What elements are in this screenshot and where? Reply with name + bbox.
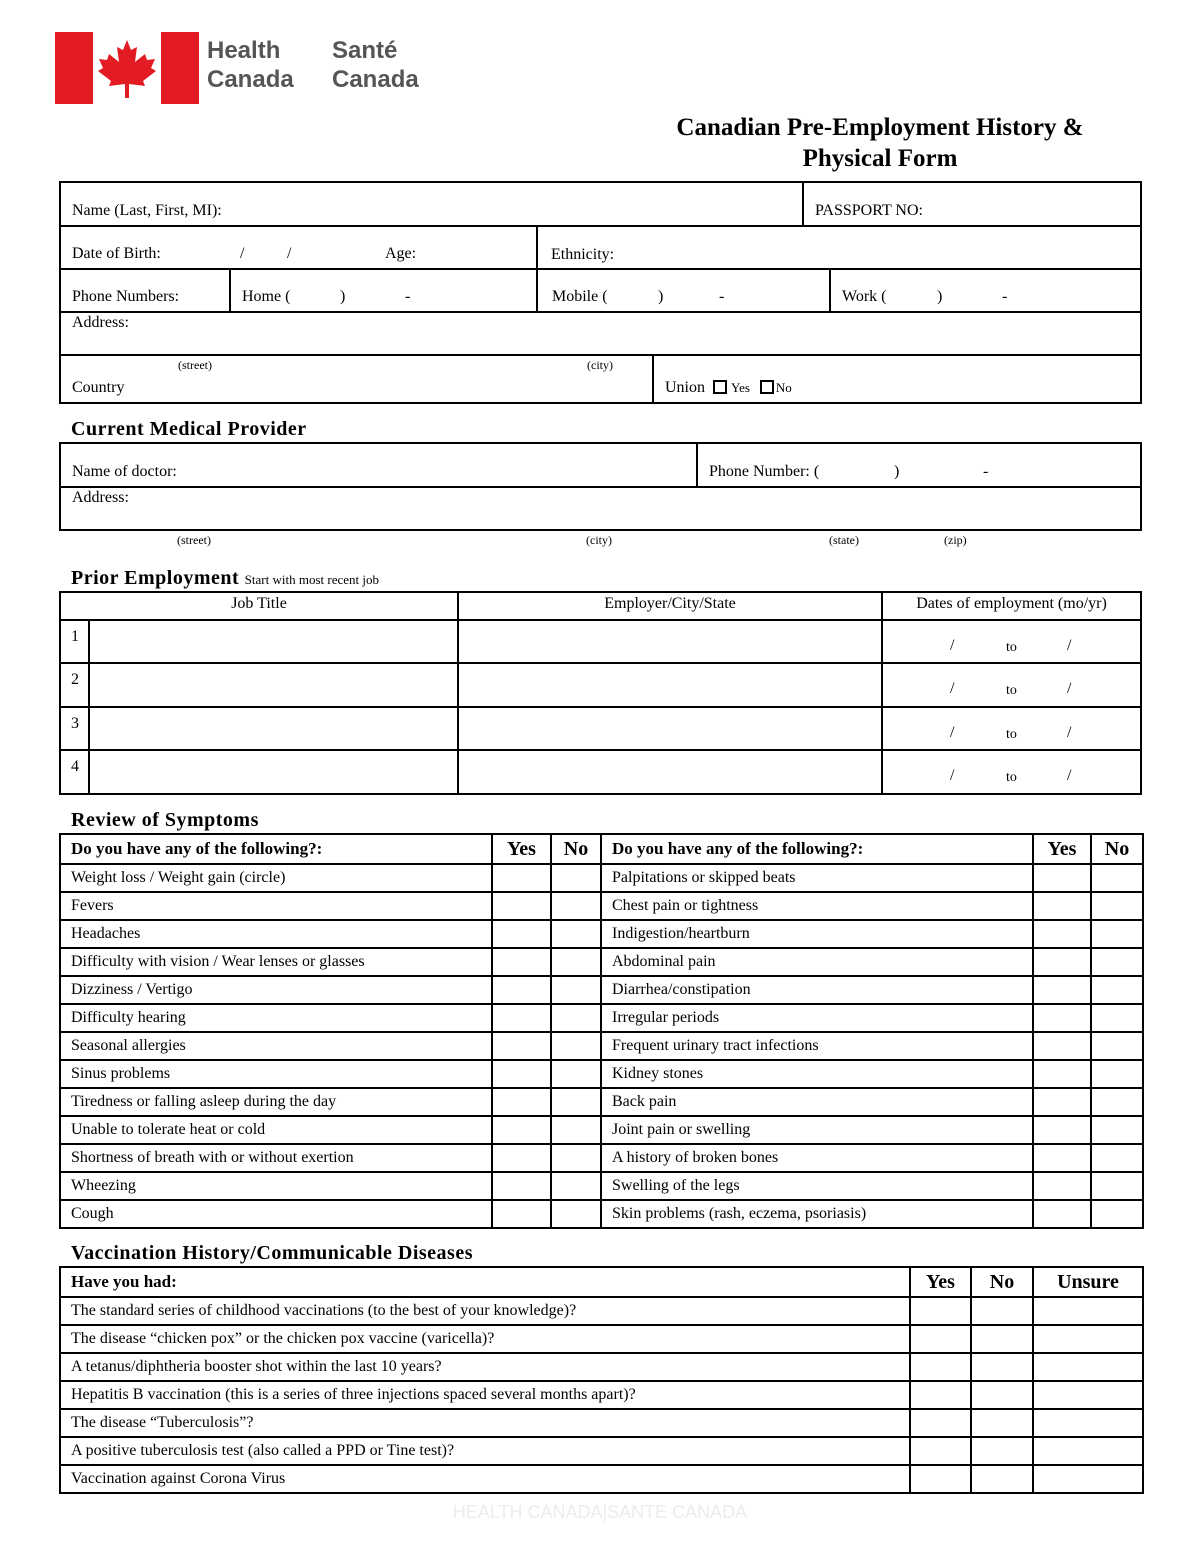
dob-slash-2: / [287,245,292,262]
vaccination-header: Have you had: [60,1267,910,1297]
symptom-no-cell[interactable] [551,1060,601,1088]
logo-canada-en: Canada [207,66,294,93]
vaccination-unsure-cell[interactable] [1033,1381,1143,1409]
medical-provider-title: Current Medical Provider [71,418,307,440]
vaccination-question: The disease “chicken pox” or the chicken pox vaccine (varicella)? [60,1325,910,1353]
logo-sante: Santé [332,37,398,64]
home-dash: - [405,288,411,305]
prior-employment-title [71,567,379,590]
symptom-label: Cough [60,1200,492,1228]
union-yes-checkbox[interactable] [713,380,727,394]
doctor-name-label: Name of doctor: [72,463,177,480]
vaccination-unsure-cell[interactable] [1033,1325,1143,1353]
employment-row-number: 2 [71,671,79,688]
symptoms-table [59,833,1144,1229]
vaccination-yes-cell[interactable] [910,1297,971,1325]
table-row [60,1032,1143,1060]
symptom-yes-cell[interactable] [492,1172,551,1200]
vaccination-unsure-cell[interactable] [1033,1353,1143,1381]
union-yes-label: Yes [731,380,750,395]
street-hint: (street) [178,358,212,372]
symptom-no-cell[interactable] [551,864,601,892]
symptom-no-cell[interactable] [1091,1060,1143,1088]
vaccination-question: The disease “Tuberculosis”? [60,1409,910,1437]
table-row [60,1144,1143,1172]
symptom-label: Abdominal pain [601,948,1033,976]
employment-job-title-cell[interactable] [90,709,457,749]
phone-numbers-label: Phone Numbers: [72,288,180,305]
table-row [60,948,1143,976]
work-dash: - [1002,288,1008,305]
symptom-label: A history of broken bones [601,1144,1033,1172]
vaccination-question: Hepatitis B vaccination (this is a series of three injections spaced several months apart)? [60,1381,910,1409]
symptom-no-cell[interactable] [1091,864,1143,892]
col-job-title: Job Title [231,595,287,612]
mobile-dash: - [719,288,725,305]
table-row [60,1200,1143,1228]
union-no-label: No [775,380,792,395]
vaccination-yes-cell[interactable] [910,1465,971,1493]
symptom-no-cell[interactable] [551,1088,601,1116]
symptom-label: Back pain [601,1088,1033,1116]
symptom-label: Palpitations or skipped beats [601,864,1033,892]
symptom-no-cell[interactable] [551,1032,601,1060]
symptom-label: Chest pain or tightness [601,892,1033,920]
home-phone-label: Home ( [242,288,291,305]
employment-employer-cell[interactable] [459,709,881,749]
symptom-label: Irregular periods [601,1004,1033,1032]
employment-date-to: to [1006,770,1017,785]
table-row [60,1004,1143,1032]
symptom-no-cell[interactable] [1091,1144,1143,1172]
symptom-label: Difficulty with vision / Wear lenses or glasses [60,948,492,976]
symptom-yes-cell[interactable] [1033,1088,1091,1116]
vaccination-no-cell[interactable] [971,1353,1033,1381]
symptom-label: Swelling of the legs [601,1172,1033,1200]
symptoms-yes-header-left: Yes [492,834,551,864]
symptoms-no-header-right: No [1091,834,1143,864]
doctor-address-label: Address: [72,489,129,506]
symptom-yes-cell[interactable] [492,1060,551,1088]
vaccination-question: A tetanus/diphtheria booster shot within the last 10 years? [60,1353,910,1381]
symptoms-header-right: Do you have any of the following?: [601,834,1033,864]
symptom-label: Wheezing [60,1172,492,1200]
vaccination-unsure-cell[interactable] [1033,1297,1143,1325]
symptom-label: Joint pain or swelling [601,1116,1033,1144]
country-label: Country [72,379,125,396]
employment-row-number: 1 [71,628,79,645]
vaccination-no-cell[interactable] [971,1465,1033,1493]
work-phone-label: Work ( [842,288,887,305]
table-row [60,1172,1143,1200]
employment-date-slash-end: / [1067,767,1072,784]
employment-job-title-cell[interactable] [90,622,457,662]
symptom-no-cell[interactable] [551,920,601,948]
employment-employer-cell[interactable] [459,622,881,662]
vaccination-no-cell[interactable] [971,1409,1033,1437]
employment-date-slash-start: / [950,680,955,697]
vaccination-unsure-header: Unsure [1033,1267,1143,1297]
home-paren: ) [340,288,346,305]
symptom-yes-cell[interactable] [492,1200,551,1228]
doctor-city-hint: (city) [586,533,612,547]
vaccination-no-cell[interactable] [971,1381,1033,1409]
symptom-no-cell[interactable] [1091,1088,1143,1116]
symptom-yes-cell[interactable] [1033,1060,1091,1088]
symptom-label: Headaches [60,920,492,948]
form-title [620,112,1140,174]
doctor-street-hint: (street) [177,533,211,547]
employment-employer-cell[interactable] [459,665,881,705]
table-row [60,1437,1143,1465]
symptom-yes-cell[interactable] [1033,1116,1091,1144]
employment-date-to: to [1006,683,1017,698]
col-employer: Employer/City/State [604,595,736,612]
vaccination-table [59,1266,1144,1494]
symptom-no-cell[interactable] [551,948,601,976]
vaccination-no-cell[interactable] [971,1297,1033,1325]
symptom-label: Sinus problems [60,1060,492,1088]
vaccination-no-cell[interactable] [971,1325,1033,1353]
symptom-no-cell[interactable] [1091,1200,1143,1228]
prior-employment-heading: Prior Employment [71,567,240,589]
symptom-no-cell[interactable] [551,1200,601,1228]
symptom-label: Shortness of breath with or without exertion [60,1144,492,1172]
symptom-yes-cell[interactable] [1033,864,1091,892]
employment-date-slash-start: / [950,724,955,741]
symptom-yes-cell[interactable] [492,1088,551,1116]
vaccination-yes-cell[interactable] [910,1353,971,1381]
age-label: Age: [385,245,417,262]
vaccination-yes-cell[interactable] [910,1381,971,1409]
employment-dates-cell[interactable] [883,665,1142,705]
vaccination-yes-header: Yes [910,1267,971,1297]
canada-flag-icon [55,32,199,104]
table-row [60,1060,1143,1088]
dob-slash-1: / [240,245,245,262]
symptom-label: Fevers [60,892,492,920]
table-row [60,1409,1143,1437]
form-title-line1: Canadian Pre-Employment History & [676,114,1084,141]
passport-label: PASSPORT NO: [815,202,923,219]
vaccination-no-cell[interactable] [971,1437,1033,1465]
mobile-phone-label: Mobile ( [552,288,608,305]
table-row [60,976,1143,1004]
symptom-label: Kidney stones [601,1060,1033,1088]
symptom-no-cell[interactable] [1091,1032,1143,1060]
symptom-label: Seasonal allergies [60,1032,492,1060]
table-row [60,920,1143,948]
symptom-no-cell[interactable] [551,1004,601,1032]
union-field [665,379,792,397]
symptom-no-cell[interactable] [551,1116,601,1144]
symptom-label: Weight loss / Weight gain (circle) [60,864,492,892]
doctor-phone-paren: ) [894,463,900,480]
symptom-yes-cell[interactable] [1033,1172,1091,1200]
symptom-yes-cell[interactable] [492,948,551,976]
table-row [60,864,1143,892]
dob-label: Date of Birth: [72,245,161,262]
employment-dates-cell[interactable] [883,622,1142,662]
symptom-yes-cell[interactable] [1033,892,1091,920]
table-row [60,1381,1143,1409]
symptom-yes-cell[interactable] [492,1116,551,1144]
employment-date-slash-start: / [950,637,955,654]
vaccination-yes-cell[interactable] [910,1325,971,1353]
symptom-yes-cell[interactable] [1033,1144,1091,1172]
symptom-label: Skin problems (rash, eczema, psoriasis) [601,1200,1033,1228]
table-row [60,1116,1143,1144]
symptom-label: Difficulty hearing [60,1004,492,1032]
col-dates: Dates of employment (mo/yr) [916,595,1107,612]
symptom-label: Unable to tolerate heat or cold [60,1116,492,1144]
city-hint: (city) [587,358,613,372]
table-row [60,1353,1143,1381]
symptom-no-cell[interactable] [551,976,601,1004]
symptom-yes-cell[interactable] [1033,1004,1091,1032]
symptom-label: Dizziness / Vertigo [60,976,492,1004]
symptom-yes-cell[interactable] [492,1032,551,1060]
symptom-no-cell[interactable] [1091,976,1143,1004]
doctor-state-hint: (state) [829,533,859,547]
employment-date-slash-end: / [1067,637,1072,654]
work-paren: ) [937,288,943,305]
symptom-yes-cell[interactable] [492,920,551,948]
symptom-no-cell[interactable] [1091,1116,1143,1144]
union-no-checkbox[interactable] [760,380,774,394]
symptom-no-cell[interactable] [551,892,601,920]
logo-health: Health [207,37,281,64]
vaccination-title: Vaccination History/Communicable Diseases [71,1242,473,1264]
vaccination-unsure-cell[interactable] [1033,1465,1143,1493]
vaccination-question: Vaccination against Corona Virus [60,1465,910,1493]
employment-date-to: to [1006,640,1017,655]
symptom-yes-cell[interactable] [492,864,551,892]
symptom-no-cell[interactable] [1091,1172,1143,1200]
table-row [60,892,1143,920]
name-label: Name (Last, First, MI): [72,202,222,219]
employment-employer-cell[interactable] [459,752,881,792]
employment-job-title-cell[interactable] [90,752,457,792]
table-row [60,1297,1143,1325]
symptom-yes-cell[interactable] [1033,1032,1091,1060]
mobile-paren: ) [658,288,664,305]
symptom-no-cell[interactable] [551,1144,601,1172]
symptom-no-cell[interactable] [1091,920,1143,948]
form-title-line2: Physical Form [802,145,958,172]
table-row [60,1465,1143,1493]
health-canada-logo [55,32,435,106]
vaccination-no-header: No [971,1267,1033,1297]
vaccination-question: A positive tuberculosis test (also called a PPD or Tine test)? [60,1437,910,1465]
employment-job-title-cell[interactable] [90,665,457,705]
symptom-yes-cell[interactable] [492,976,551,1004]
symptom-no-cell[interactable] [1091,892,1143,920]
employment-date-slash-start: / [950,767,955,784]
vaccination-yes-cell[interactable] [910,1437,971,1465]
symptom-no-cell[interactable] [551,1172,601,1200]
employment-row-number: 3 [71,715,79,732]
union-label: Union [665,379,705,396]
employment-dates-cell[interactable] [883,709,1142,749]
table-row [60,1325,1143,1353]
vaccination-question: The standard series of childhood vaccinations (to the best of your knowledge)? [60,1297,910,1325]
symptom-no-cell[interactable] [1091,1004,1143,1032]
symptom-yes-cell[interactable] [1033,1200,1091,1228]
symptom-yes-cell[interactable] [1033,976,1091,1004]
vaccination-unsure-cell[interactable] [1033,1437,1143,1465]
address-label: Address: [72,314,129,331]
employment-date-to: to [1006,727,1017,742]
vaccination-unsure-cell[interactable] [1033,1409,1143,1437]
symptoms-title: Review of Symptoms [71,809,259,831]
employment-date-slash-end: / [1067,680,1072,697]
symptom-no-cell[interactable] [1091,948,1143,976]
vaccination-yes-cell[interactable] [910,1409,971,1437]
symptoms-no-header-left: No [551,834,601,864]
prior-employment-subtitle: Start with most recent job [244,572,379,587]
symptom-yes-cell[interactable] [1033,920,1091,948]
table-row [60,1088,1143,1116]
doctor-phone-label: Phone Number: ( [709,463,820,480]
symptom-yes-cell[interactable] [492,892,551,920]
watermark: HEALTH CANADA|SANTE CANADA [452,1502,748,1522]
doctor-phone-dash: - [983,463,989,480]
employment-date-slash-end: / [1067,724,1072,741]
symptoms-yes-header-right: Yes [1033,834,1091,864]
symptom-label: Tiredness or falling asleep during the day [60,1088,492,1116]
symptom-label: Indigestion/heartburn [601,920,1033,948]
doctor-zip-hint: (zip) [944,533,967,547]
symptom-label: Frequent urinary tract infections [601,1032,1033,1060]
symptom-yes-cell[interactable] [492,1004,551,1032]
symptom-label: Diarrhea/constipation [601,976,1033,1004]
symptom-yes-cell[interactable] [492,1144,551,1172]
employment-row-number: 4 [71,758,79,775]
symptoms-header-left: Do you have any of the following?: [60,834,492,864]
symptom-yes-cell[interactable] [1033,948,1091,976]
logo-canada-fr: Canada [332,66,419,93]
ethnicity-label: Ethnicity: [551,246,615,263]
employment-dates-cell[interactable] [883,752,1142,792]
